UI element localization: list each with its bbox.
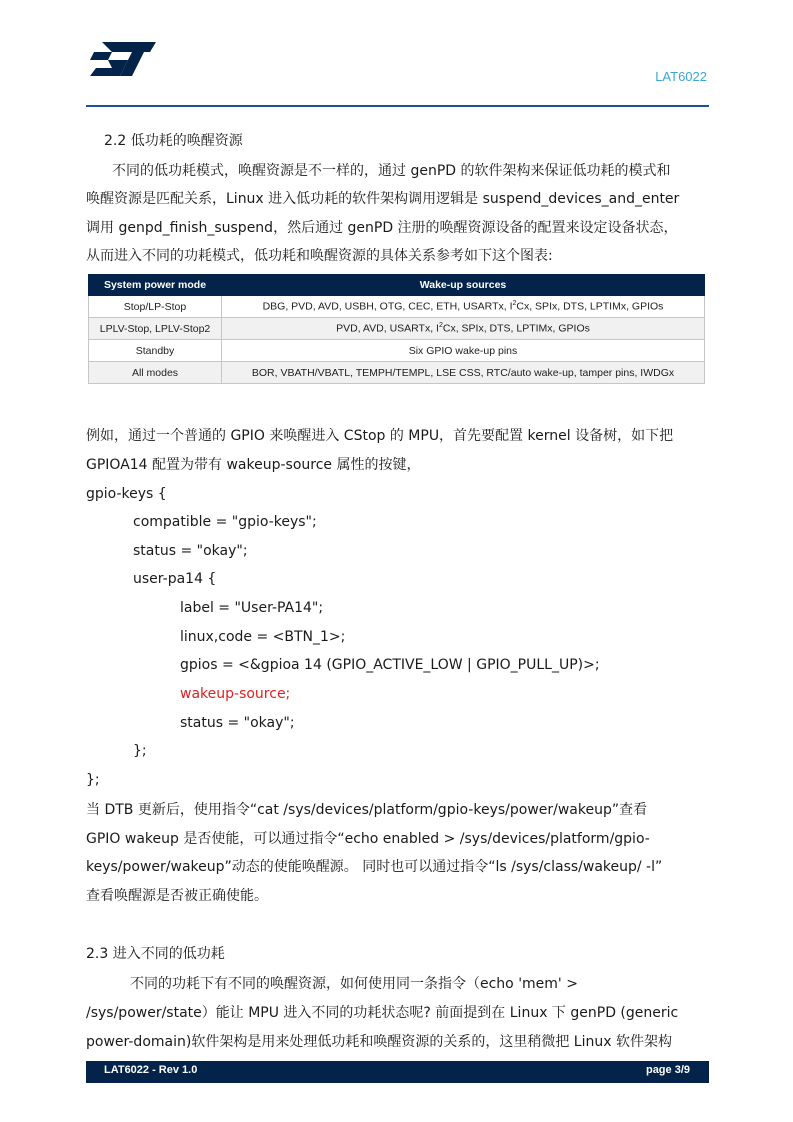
example-intro-line: 例如，通过一个普通的 GPIO 来唤醒进入 CStop 的 MPU，首先要配置 kernel 设备树，如下把 [86, 428, 674, 444]
code-line: }; [133, 743, 147, 759]
sources-cell [222, 340, 705, 362]
code-line: }; [86, 772, 100, 788]
footer-doc-rev: LAT6022 - Rev 1.0 [104, 1064, 198, 1076]
code-line: label = "User-PA14"; [180, 600, 324, 616]
sources-text: Six GPIO wake-up pins [408, 344, 518, 357]
code-line: compatible = "gpio-keys"; [133, 514, 317, 530]
wakeup-sources-table [88, 274, 705, 384]
sources-text: PVD, AVD, USARTx, I [336, 322, 439, 335]
sources-sup: 2 [438, 322, 443, 330]
column-header-sources: Wake-up sources [222, 275, 705, 296]
code-line: gpio-keys { [86, 486, 167, 502]
section-2-2-line: 调用 genpd_finish_suspend，然后通过 genPD 注册的唤醒资源设备的配置来设定设备状态， [86, 220, 678, 236]
sources-text: Cx, SPIx, DTS, LPTIMx, GPIOs [442, 322, 590, 335]
example-intro-line: GPIOA14 配置为带有 wakeup-source 属性的按键， [86, 457, 421, 473]
section-2-3-title: 2.3 进入不同的低功耗 [86, 946, 225, 962]
table-row [89, 362, 705, 384]
code-line: gpios = <&gpioa 14 (GPIO_ACTIVE_LOW | GPIO_PULL_UP)>; [180, 657, 600, 673]
column-header-mode: System power mode [89, 275, 222, 296]
after-code-line: keys/power/wakeup”动态的使能唤醒源。 同时也可以通过指令“ls /sys/class/wakeup/ -l” [86, 859, 663, 875]
sources-text: BOR, VBATH/VBATL, TEMPH/TEMPL, LSE CSS, RTC/auto wake-up, tamper pins, IWDGx [251, 366, 675, 379]
mode-cell: All modes [89, 362, 222, 384]
sources-sup: 2 [512, 300, 517, 308]
after-code-line: 查看唤醒源是否被正确使能。 [86, 888, 268, 904]
section-2-3-line: /sys/power/state）能让 MPU 进入不同的功耗状态呢? 前面提到在 Linux 下 genPD (generic [86, 1005, 679, 1021]
table-row [89, 296, 705, 318]
sources-cell [222, 318, 705, 340]
section-2-2-line: 不同的低功耗模式，唤醒资源是不一样的，通过 genPD 的软件架构来保证低功耗的模式和 [112, 163, 671, 179]
section-2-3-line: power-domain)软件架构是用来处理低功耗和唤醒资源的关系的，这里稍微把 Linux 软件架构 [86, 1034, 672, 1050]
table-row [89, 340, 705, 362]
section-2-3-line: 不同的功耗下有不同的唤醒资源，如何使用同一条指令（echo 'mem' > [130, 976, 578, 992]
code-line: user-pa14 { [133, 571, 217, 587]
code-line: linux,code = <BTN_1>; [180, 629, 346, 645]
sources-cell [222, 296, 705, 318]
after-code-line: GPIO wakeup 是否使能，可以通过指令“echo enabled > /sys/devices/platform/gpio- [86, 831, 650, 847]
after-code-line: 当 DTB 更新后，使用指令“cat /sys/devices/platform/gpio-keys/power/wakeup”查看 [86, 802, 648, 818]
table-header-row [89, 275, 705, 296]
sources-text: DBG, PVD, AVD, USBH, OTG, CEC, ETH, USARTx, I [262, 300, 513, 313]
code-line: status = "okay"; [180, 715, 295, 731]
header-divider [86, 105, 709, 107]
st-logo [88, 40, 158, 78]
code-line-highlight: wakeup-source; [180, 686, 291, 702]
code-line: status = "okay"; [133, 543, 248, 559]
sources-text: Cx, SPIx, DTS, LPTIMx, GPIOs [516, 300, 664, 313]
mode-cell: LPLV-Stop, LPLV-Stop2 [89, 318, 222, 340]
table-row [89, 318, 705, 340]
section-2-2-line: 从而进入不同的功耗模式，低功耗和唤醒资源的具体关系参考如下这个图表: [86, 248, 553, 264]
section-2-2-title: 2.2 低功耗的唤醒资源 [104, 133, 243, 149]
doc-id: LAT6022 [655, 69, 707, 84]
sources-cell [222, 362, 705, 384]
mode-cell: Stop/LP-Stop [89, 296, 222, 318]
section-2-2-line: 唤醒资源是匹配关系，Linux 进入低功耗的软件架构调用逻辑是 suspend_devices_and_enter [86, 191, 680, 207]
footer-page-number: page 3/9 [645, 1064, 690, 1076]
mode-cell: Standby [89, 340, 222, 362]
